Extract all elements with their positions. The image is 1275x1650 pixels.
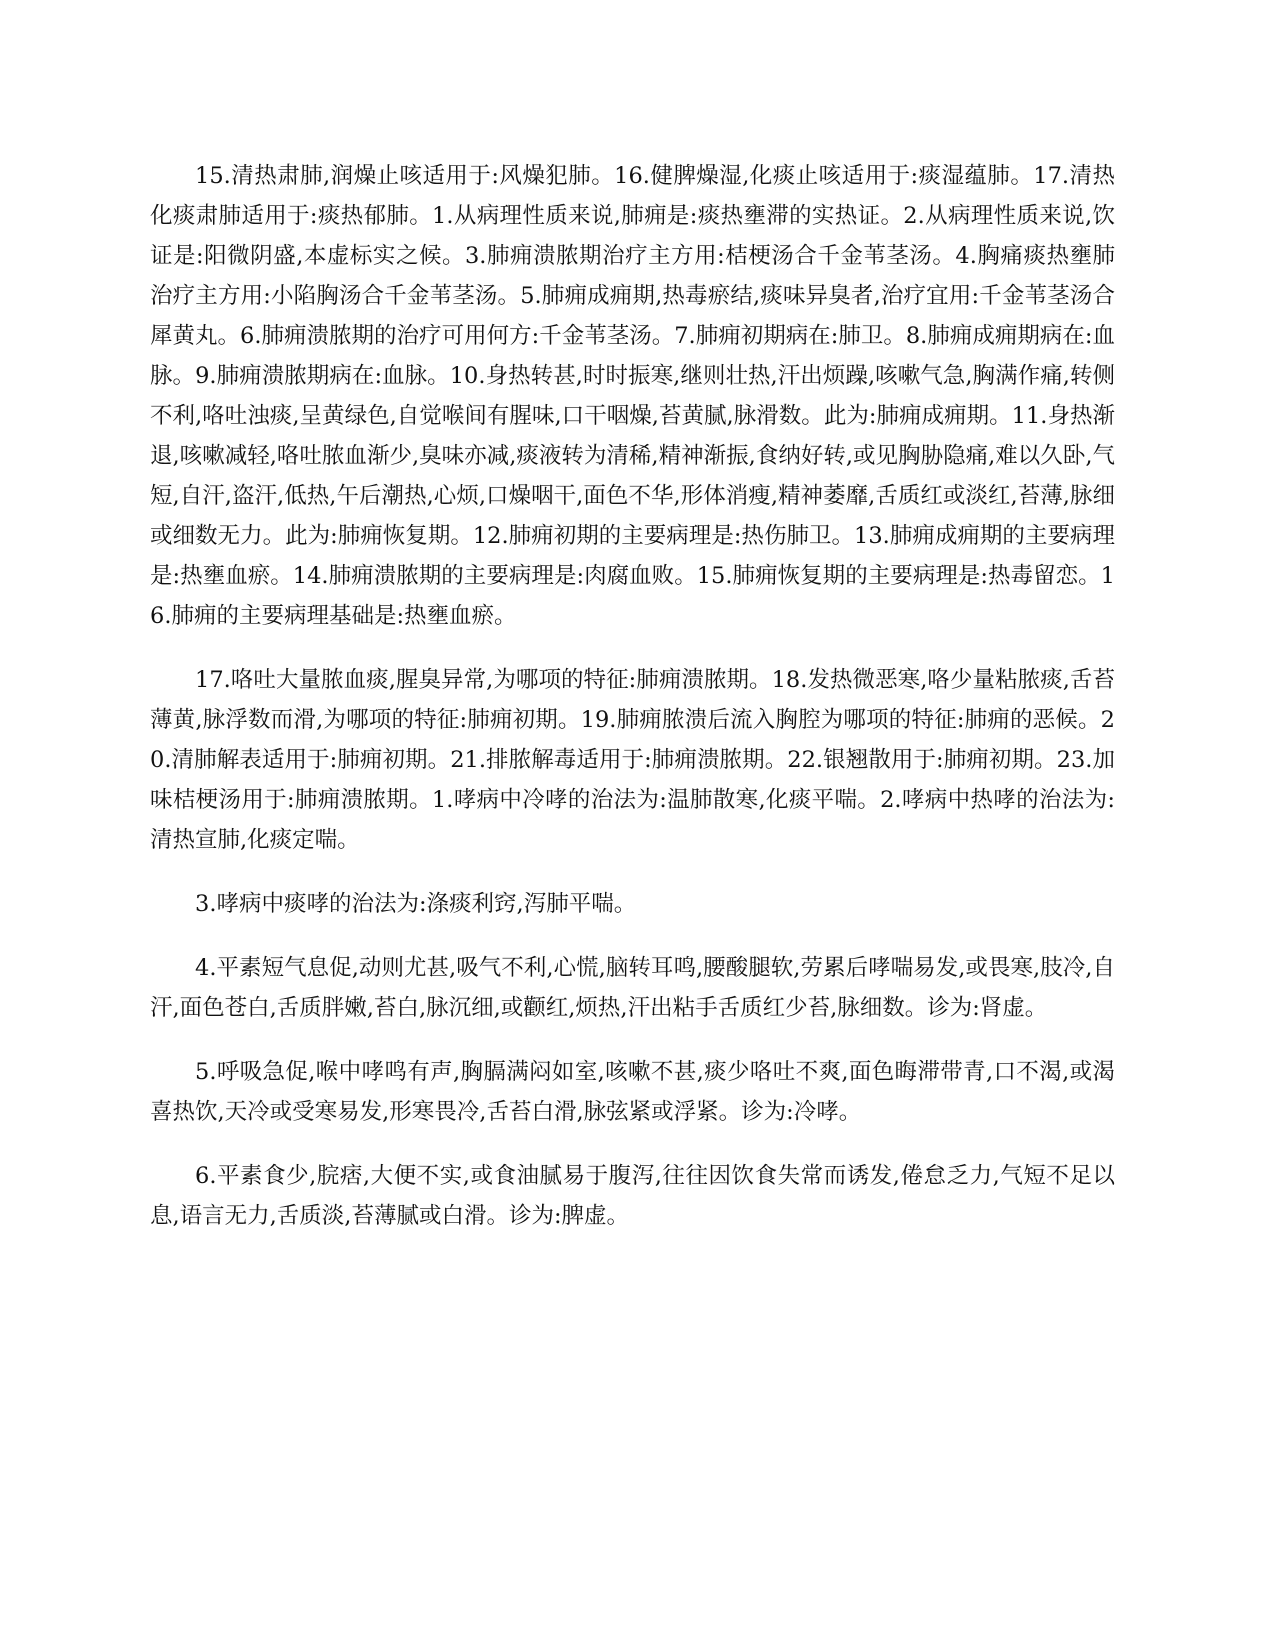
- paragraph-5: 5.呼吸急促,喉中哮鸣有声,胸膈满闷如室,咳嗽不甚,痰少咯吐不爽,面色晦滞带青,口不渴,或渴喜热饮,天冷或受寒易发,形寒畏冷,舌苔白滑,脉弦紧或浮紧。诊为:冷哮。: [150, 1059, 1115, 1125]
- document-page: [150, 156, 1115, 1260]
- paragraph-4: 4.平素短气息促,动则尤甚,吸气不利,心慌,脑转耳鸣,腰酸腿软,劳累后哮喘易发,或畏寒,肢冷,自汗,面色苍白,舌质胖嫩,苔白,脉沉细,或颧红,烦热,汗出粘手舌质红少苔,脉细数。诊为:肾虚。: [150, 955, 1115, 1021]
- paragraph-1: 15.清热肃肺,润燥止咳适用于:风燥犯肺。16.健脾燥湿,化痰止咳适用于:痰湿蕴肺。17.清热化痰肃肺适用于:痰热郁肺。1.从病理性质来说,肺痈是:痰热壅滞的实热证。2.从病理性质来说,饮证是:阳微阴盛,本虚标实之候。3.肺痈溃脓期治疗主方用:桔梗汤合千金苇茎汤。4.胸痛痰热壅肺治疗主方用:小陷胸汤合千金苇茎汤。5.肺痈成痈期,热毒瘀结,痰味异臭者,治疗宜用:千金苇茎汤合犀黄丸。6.肺痈溃脓期的治疗可用何方:千金苇茎汤。7.肺痈初期病在:肺卫。8.肺痈成痈期病在:血脉。9.肺痈溃脓期病在:血脉。10.身热转甚,时时振寒,继则壮热,汗出烦躁,咳嗽气急,胸满作痛,转侧不利,咯吐浊痰,呈黄绿色,自觉喉间有腥味,口干咽燥,苔黄腻,脉滑数。此为:肺痈成痈期。11.身热渐退,咳嗽减轻,咯吐脓血渐少,臭味亦减,痰液转为清稀,精神渐振,食纳好转,或见胸胁隐痛,难以久卧,气短,自汗,盗汗,低热,午后潮热,心烦,口燥咽干,面色不华,形体消瘦,精神萎靡,舌质红或淡红,苔薄,脉细或细数无力。此为:肺痈恢复期。12.肺痈初期的主要病理是:热伤肺卫。13.肺痈成痈期的主要病理是:热壅血瘀。14.肺痈溃脓期的主要病理是:肉腐血败。15.肺痈恢复期的主要病理是:热毒留恋。16.肺痈的主要病理基础是:热壅血瘀。: [150, 163, 1115, 629]
- paragraph-2: 17.咯吐大量脓血痰,腥臭异常,为哪项的特征:肺痈溃脓期。18.发热微恶寒,咯少量粘脓痰,舌苔薄黄,脉浮数而滑,为哪项的特征:肺痈初期。19.肺痈脓溃后流入胸腔为哪项的特征:肺痈的恶候。20.清肺解表适用于:肺痈初期。21.排脓解毒适用于:肺痈溃脓期。22.银翘散用于:肺痈初期。23.加味桔梗汤用于:肺痈溃脓期。1.哮病中冷哮的治法为:温肺散寒,化痰平喘。2.哮病中热哮的治法为:清热宣肺,化痰定喘。: [150, 667, 1115, 853]
- paragraph-3: 3.哮病中痰哮的治法为:涤痰利窍,泻肺平喘。: [195, 891, 637, 917]
- paragraph-6: 6.平素食少,脘痞,大便不实,或食油腻易于腹泻,往往因饮食失常而诱发,倦怠乏力,气短不足以息,语言无力,舌质淡,苔薄腻或白滑。诊为:脾虚。: [150, 1163, 1115, 1229]
